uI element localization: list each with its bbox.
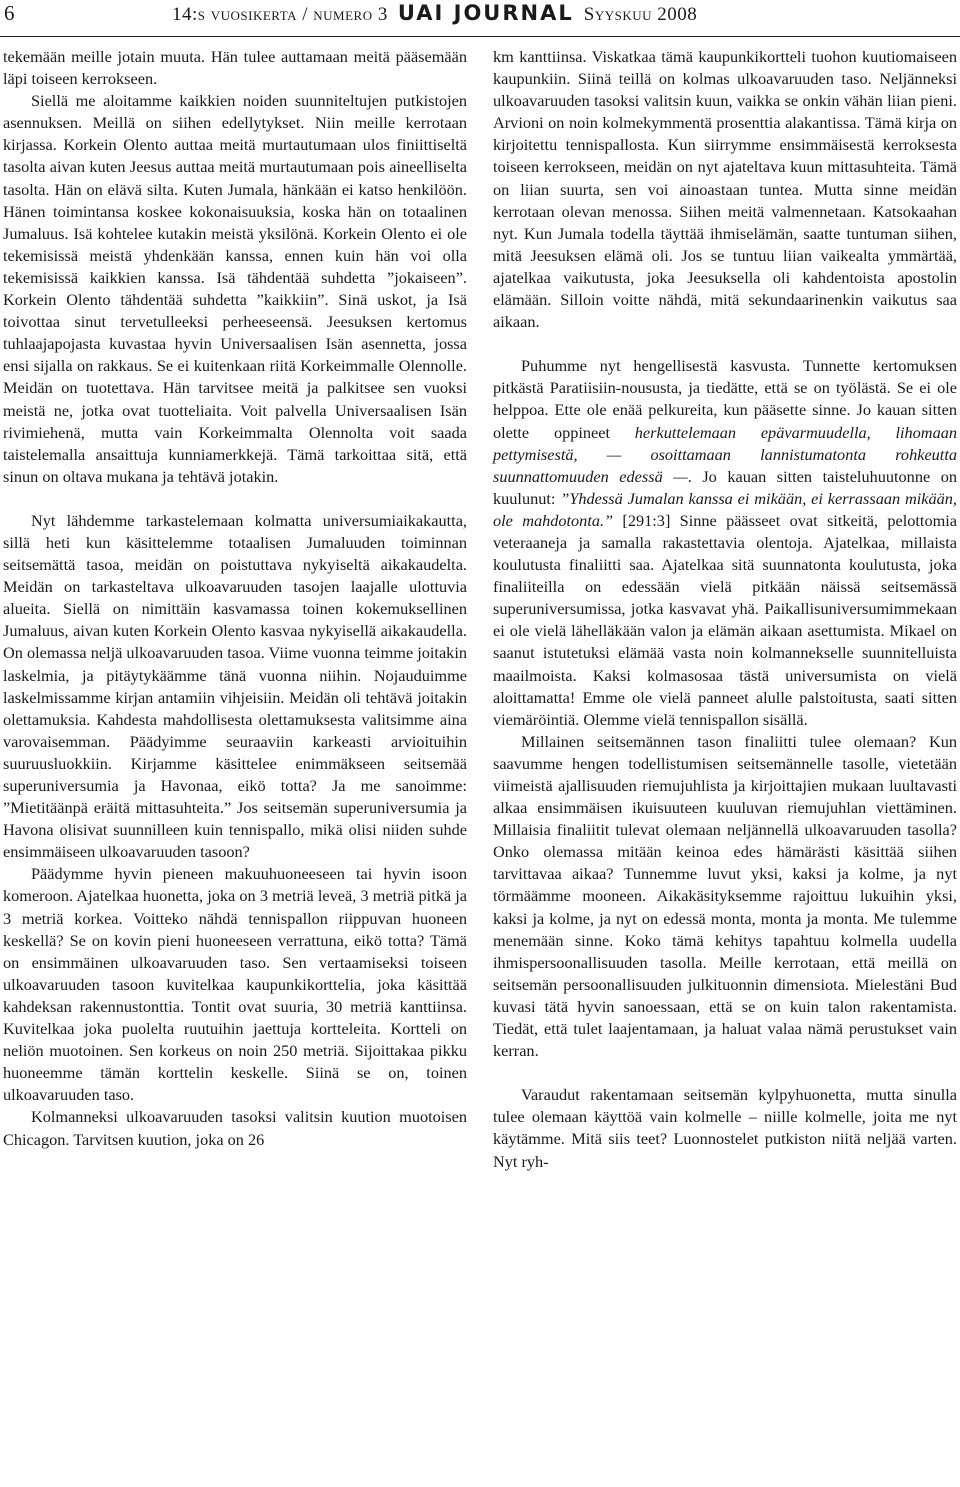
paragraph: Siellä me aloitamme kaikkien noiden suunniteltujen putkistojen asennuksen. Meillä on siihen edellytykset. Niin meille kerrotaan kirjassa. Korkein Olento auttaa meitä murtautumaan ulos finiittiseltä tasolta aivan kuten Jeesus auttaa meitä murtautumaan pois aineelliselta tasolta. Hän on elävä silta. Kuten Jumala, hänkään ei katso henkilöön. Hänen toimintansa koskee kokonaisuuksia, koska hän on totaalinen Jumaluus. Isä kohtelee kutakin meistä yksilönä. Korkein Olento ei ole tekemisissä meistä yhdenkään kanssa, ennen kuin hän voi olla tekemisissä kaikkien kanssa. Isä tähdentää suhdetta ”jokaiseen”. Korkein Olento tähdentää suhdetta ”kaikkiin”. Sinä uskot, ja Isä toivottaa sinut tervetulleeksi perheeseensä. Jeesuksen kertomus tuhlaajapojasta kuvastaa hyvin Universaalisen Isän asennetta, jossa ensi sijalla on rakkaus. Se ei kuitenkaan riitä Korkeimmalle Olennolle. Meidän on tuotettava. Hän tarvitsee meitä ja palkitsee sen vuoksi meistä ne, jotka ovat tuotteliaita. Voit palvella Universaalisen Isän rivimiehenä, mutta vain Korkeimmalta Olennolta voit saada taistelemalla ansaittuja kunniamerkkejä. Tämä tarkoittaa sitä, että sinun on oltava mukana ja tehtävä jotakin. xyxy=(3,91,467,486)
paragraph: Kolmanneksi ulkoavaruuden tasoksi valitsin kuution muotoisen Chicagon. Tarvitsen kuution, joka on 26 xyxy=(3,1107,467,1149)
magazine-name: UAI JOURNAL xyxy=(397,1,574,25)
paragraph: Nyt lähdemme tarkastelemaan kolmatta universumiaikakautta, sillä heti kun käsittelemme totaalisen Jumaluuden toiminnan seitsemättä tasoa, meidän on poistuttava nykyiseltä aikakaudelta. Meidän on tarkasteltava ulkoavaruuden tasojen laajalle ulottuvia alueita. Siellä on nimittäin kasvamassa toinen kokemuksellinen Jumaluus, aivan kuten Korkein Olento kasvaa nykyisellä aikakaudella. On olemassa neljä ulkoavaruuden tasoa. Viime vuonna teimme joitakin laskelmia, ja pitäytykäämme tänä vuonna niihin. Nojauduimme laskelmissamme kirjan antamiin vihjeisiin. Meidän oli tehtävä joitakin olettamuksia. Kahdesta mahdollisesta olettamuksesta valitsimme aina varovaisemman. Päädyimme seuraaviin karkeasti arvioituihin suuruusluokkiin. Kirjamme käsittelee enimmäkseen seitsemää superuniversumia ja Havonaa, eikö totta? Ja me sanoimme: ”Mietitäänpä eräitä mittasuhteita.” Jos seitsemän superuniversumia ja Havona olisivat suunnilleen kuin tennispallo, mikä olisi niiden suhde ensimmäiseen ulkoavaruuden tasoon? xyxy=(3,510,467,862)
issue-label: 14:s vuosikerta / numero 3 xyxy=(172,4,388,25)
header-rule xyxy=(0,36,960,37)
quote-italic: herkuttelemaan epävarmuudella, lihomaan pettymisestä, — osoittamaan lannistumatonta rohkeutta suunnattomuuden edessä — xyxy=(493,422,957,486)
running-title xyxy=(172,1,697,26)
text-run: [291:3] Sinne päässeet ovat sitkeitä, pelottomia veteraaneja ja samalla rakastettavia olentoja. Ajatelkaa, millaista koulutusta finaliitti saa. Ajatelkaa sitä suunnatonta koulutusta, joka finaliiteilla on edessään vielä pitkään näissä seitsemässä superuniversumissa, jotka kasvavat yhä. Paikallisuniversumimmekaan ei ole vielä lähelläkään valon ja elämän aikaan asettumista. Mikael on saanut istutetuksi elämää vasta noin kolmannekselle suunnitelluista maailmoista. Kaksi kolmasosaa tästä universumista on vielä aloittamatta! Emme ole vielä panneet alulle palstoitusta, saati sitten viemäröintiä. Olemme vielä tennispallon sisällä. xyxy=(493,510,957,729)
paragraph: Päädymme hyvin pieneen makuuhuoneeseen tai hyvin isoon komeroon. Ajatelkaa huonetta, joka on 3 metriä leveä, 3 metriä pitkä ja 3 metriä korkea. Voitteko nähdä tennispallon riippuvan huoneen keskellä? Se on kovin pieni huoneeseen verrattuna, eikö totta? Tämä on ensimmäinen ulkoavaruuden taso. Sen vertaamiseksi toiseen ulkoavaruuden tasoon kuvitelkaa kaupunkikorttelia, joka käsittää kahdeksan rakennustonttia. Tontit ovat suuria, 30 metriä kanttiinsa. Kuvitelkaa joka puolelta ruutuihin jaettuja kortteleita. Kortteli on neliön muotoinen. Sen korkeus on noin 250 metriä. Sijoittakaa pikku huoneemme tämän korttelin keskelle. Siinä se on, toinen ulkoavaruuden taso. xyxy=(3,864,467,1105)
paragraph xyxy=(493,355,957,731)
paragraph: Millainen seitsemännen tason finaliitti tulee olemaan? Kun saavumme hengen todellistumisen seitsemännelle tasolle, vietetään viimeistä ajallisuuden riemujuhlista ja kirjoittajien mukaan luultavasti alkaa ensimmäisen ikuisuuteen kuuluvan riemujuhlan viettäminen. Millaisia finaliitit tulevat olemaan neljännellä ulkoavaruuden tasolla? Onko olemassa mitään keinoa edes hämärästi käsittää siihen tarvittavaa aikaa? Tunnemme luvut yksi, kaksi ja kolme, ja nyt törmäämme mooneen. Aikakäsityksemme rajoittuu lukuihin yksi, kaksi ja kolme, ja nyt on edessä monta, monta ja monta. Me tulemme menemään sinne. Koko tämä kehitys tapahtuu kolmella uudella ihmispersoonallisuuden tasolla. Meille kerrotaan, että meillä on seitsemän persoonallisuuden julkituonnin dimensiota. Mielestäni Bud kuvasi tätä hyvin sanoessaan, että se on kuin talon rakentamista. Tiedät, että tulet laajentamaan, ja haluat valaa nämä perustukset vain kerran. xyxy=(493,731,957,1061)
page-number: 6 xyxy=(4,1,15,25)
left-column xyxy=(3,46,467,1151)
running-header xyxy=(0,0,960,34)
right-column xyxy=(493,46,957,1173)
text-run: . Jo kauan sitten taisteluhuutonne on kuulunut: xyxy=(493,466,958,508)
issue-date: Syyskuu 2008 xyxy=(583,4,698,25)
text-run: Puhumme nyt hengellisestä kasvusta. Tunnette kertomuksen pitkästä Paratiisiin-noususta, ja tiedätte, että se on työlästä. Se ei ole helppoa. Ette ole enää pelkureita, kun pääsette sinne. Jo kauan sitten olette oppineet xyxy=(493,356,957,442)
paragraph: tekemään meille jotain muuta. Hän tulee auttamaan meitä pääsemään läpi toiseen kerrokseen. xyxy=(3,47,467,89)
paragraph: km kanttiinsa. Viskatkaa tämä kaupunkikortteli tuohon kuutiomaiseen kaupunkiin. Siinä teillä on kolmas ulkoavaruuden taso. Neljänneksi ulkoavaruuden tasoksi valitsin kuun, vaikka se onkin vähän liian pieni. Arvioni on noin kolmekymmentä prosenttia alakantissa. Tämä kirja on kirjoitettu tennispallosta. Kun siirrymme ensimmäisestä kerroksesta toiseen kerrokseen, meidän on nyt ajateltava kuun mittasuhteita. Tämä on liian suurta, sen voi ainoastaan tuntea. Mutta sinne meidän kerrotaan olevan menossa. Siihen meitä valmennetaan. Katsokaahan nyt. Kun Jumala todella täyttää ihmiselämän, saatte tuntuman siihen, mitä Jeesuksen elämä oli. Jos se tuntuu liian vaikealta ymmärtää, ajatelkaa vaikutusta, joka Jeesuksella oli kahdentoista apostolin elämään. Silloin voitte nähdä, mitä sekundaarinenkin vaikutus saa aikaan. xyxy=(493,47,957,332)
paragraph: Varaudut rakentamaan seitsemän kylpyhuonetta, mutta sinulla tulee olemaan käyttöä vain kolmelle – niille kolmelle, joita me nyt käytämme. Mitä siis teet? Luonnostelet putkiston niitä neljää varten. Nyt ryh- xyxy=(493,1085,957,1171)
quote-italic: ”Yhdessä Jumalan kanssa ei mikään, ei kerrassaan mikään, ole mahdotonta.” xyxy=(493,488,957,530)
